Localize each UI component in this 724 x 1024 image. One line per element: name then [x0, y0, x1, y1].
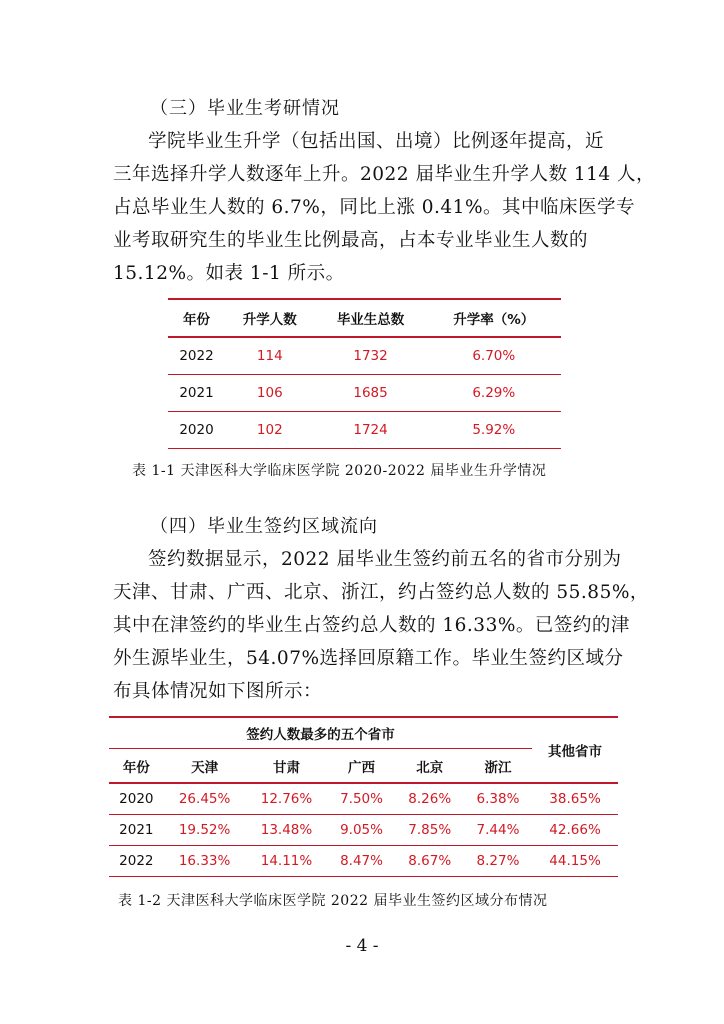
cell-year: 2020: [119, 791, 154, 807]
table-header-row: [168, 299, 561, 337]
col-header-further-study-count: 升学人数: [242, 312, 297, 328]
group-header-top-five: 签约人数最多的五个省市: [109, 717, 532, 749]
paragraph-line: 占总毕业生人数的 6.7%，同比上涨 0.41%。其中临床医学专: [113, 197, 636, 218]
cell-value: 106: [256, 385, 283, 401]
section3-paragraph: [113, 125, 655, 290]
page-number: - 4 -: [345, 936, 379, 956]
cell-year: 2022: [179, 348, 214, 364]
cell-value: 8.67%: [408, 853, 452, 869]
cell-value: 42.66%: [549, 822, 601, 838]
col-header-year: 年份: [109, 749, 164, 784]
table-row: [109, 846, 618, 877]
col-header-province: 浙江: [464, 749, 532, 784]
cell-value: 44.15%: [549, 853, 601, 869]
col-header-year: 年份: [183, 312, 210, 328]
cell-value: 8.26%: [408, 791, 452, 807]
cell-value: 16.33%: [178, 853, 231, 869]
col-header-graduate-total: 毕业生总数: [336, 312, 405, 328]
cell-value: 1732: [353, 348, 388, 364]
cell-value: 102: [256, 422, 283, 438]
paragraph-line: 布具体情况如下图所示：: [113, 681, 323, 702]
cell-value: 6.38%: [476, 791, 520, 807]
cell-value: 13.48%: [260, 822, 313, 838]
cell-value: 14.11%: [260, 853, 313, 869]
col-header-province: 广西: [327, 749, 395, 784]
paragraph-line: 外生源毕业生，54.07%选择回原籍工作。毕业生签约区域分: [113, 648, 624, 669]
paragraph-line: 天津、甘肃、广西、北京、浙江，约占签约总人数的 55.85%，: [113, 582, 649, 603]
paragraph-line: 三年选择升学人数逐年上升。2022 届毕业生升学人数 114 人，: [113, 164, 656, 185]
cell-value: 12.76%: [260, 791, 313, 807]
paragraph-line: 签约数据显示，2022 届毕业生签约前五名的省市分别为: [148, 549, 622, 570]
col-header-province: 北京: [396, 749, 464, 784]
table-row: [109, 783, 618, 815]
cell-year: 2020: [179, 422, 214, 438]
table-signing-region: [109, 716, 618, 877]
section3-heading: （三）毕业生考研情况: [150, 98, 340, 119]
cell-value: 26.45%: [178, 791, 231, 807]
cell-year: 2022: [119, 853, 154, 869]
cell-value: 6.29%: [472, 385, 516, 401]
col-header-study-rate: 升学率（%）: [453, 312, 535, 328]
cell-value: 7.44%: [476, 822, 520, 838]
table-graduate-study: [168, 298, 561, 449]
cell-value: 38.65%: [549, 791, 601, 807]
cell-value: 114: [256, 348, 283, 364]
cell-value: 1724: [353, 422, 388, 438]
cell-value: 5.92%: [472, 422, 516, 438]
table-row: [109, 815, 618, 846]
cell-value: 7.50%: [340, 791, 383, 807]
table1-caption: 表 1-1 天津医科大学临床医学院 2020-2022 届毕业生升学情况: [132, 463, 547, 479]
cell-year: 2021: [119, 822, 154, 838]
cell-year: 2021: [179, 385, 214, 401]
section4-heading: （四）毕业生签约区域流向: [150, 516, 378, 537]
cell-value: 8.47%: [340, 853, 383, 869]
section4-paragraph: [113, 543, 649, 708]
cell-value: 19.52%: [178, 822, 231, 838]
cell-value: 1685: [353, 385, 388, 401]
paragraph-line: 其中在津签约的毕业生占签约总人数的 16.33%。已签约的津: [113, 615, 630, 636]
cell-value: 8.27%: [476, 853, 520, 869]
table-row: [168, 337, 561, 375]
paragraph-line: 15.12%。如表 1-1 所示。: [113, 263, 345, 284]
table-row: [168, 412, 561, 449]
col-header-province: 天津: [164, 749, 246, 784]
paragraph-line: 业考取研究生的毕业生比例最高，占本专业毕业生人数的: [113, 230, 589, 251]
col-header-province: 甘肃: [246, 749, 328, 784]
cell-value: 7.85%: [408, 822, 452, 838]
table2-caption: 表 1-2 天津医科大学临床医学院 2022 届毕业生签约区域分布情况: [118, 893, 548, 909]
paragraph-line: 学院毕业生升学（包括出国、出境）比例逐年提高，近: [148, 131, 605, 152]
table-row: [168, 375, 561, 412]
cell-value: 6.70%: [472, 348, 516, 364]
col-header-other-provinces: 其他省市: [532, 717, 618, 783]
cell-value: 9.05%: [340, 822, 383, 838]
table-group-header-row: [109, 717, 618, 749]
